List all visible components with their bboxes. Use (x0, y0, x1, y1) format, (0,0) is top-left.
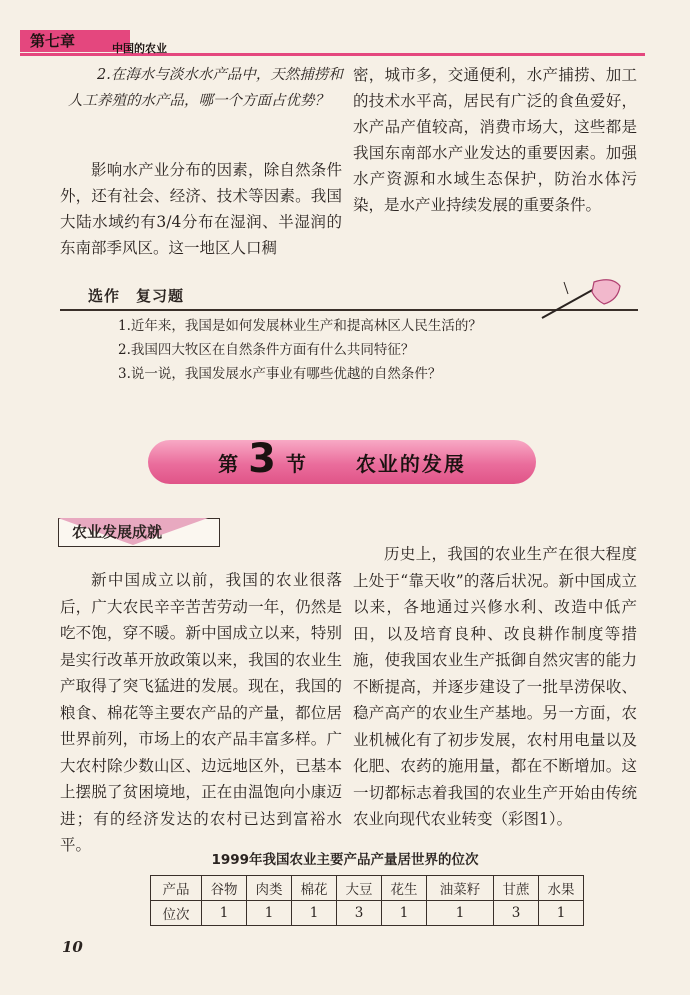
table-cell: 水果 (539, 876, 584, 901)
table-cell: 1 (292, 901, 337, 926)
table-cell: 花生 (382, 876, 427, 901)
top-right-column (353, 62, 637, 218)
table-cell: 3 (337, 901, 382, 926)
bottom-left-column (60, 567, 342, 859)
review-item: 3.说一说，我国发展水产事业有哪些优越的自然条件？ (118, 366, 442, 382)
table-row (151, 876, 584, 901)
table-cell: 大豆 (337, 876, 382, 901)
bottom-left-paragraph: 新中国成立以前，我国的农业很落后，广大农民辛辛苦苦劳动一年，仍然是吃不饱，穿不暖。新中国成立以来，特别是实行改革开放政策以来，我国的农业生产取得了突飞猛进的发展。现在，我国的粮食、棉花等主要农产品的产量，都位居世界前列，市场上的农产品丰富多样。广大农村除少数山区、边远地区外，已基本上摆脱了贫困境地，正在由温饱向小康迈进；有的经济发达的农村已达到富裕水平。 (60, 571, 342, 854)
table-cell: 棉花 (292, 876, 337, 901)
section-banner-text (148, 436, 536, 484)
review-item: 2.我国四大牧区在自然条件方面有什么共同特征？ (118, 342, 415, 358)
bottom-right-paragraph: 历史上，我国的农业生产在很大程度上处于“靠天收”的落后状况。新中国成立以来，各地通过兴修水利、改造中低产田，以及培育良种、改良耕作制度等措施，使我国农业生产抵御自然灾害的能力不断提高，并逐步建设了一批旱涝保收、稳产高产的农业生产基地。另一方面，农业机械化有了初步发展，农村用电量以及化肥、农药的施用量，都在不断增加。这一切都标志着我国的农业生产开始由传统农业向现代农业转变（彩图1）。 (353, 545, 637, 828)
table-cell: 甘蔗 (494, 876, 539, 901)
table-row (151, 901, 584, 926)
review-item: 1.近年来，我国是如何发展林业生产和提高林区人民生活的？ (118, 318, 482, 334)
table-cell: 肉类 (247, 876, 292, 901)
top-left-column (60, 157, 342, 261)
chapter-label: 第七章 (30, 32, 76, 50)
discussion-question: 2.在海水与淡水水产品中，天然捕捞和人工养殖的水产品，哪一个方面占优势？ (68, 67, 343, 109)
table-cell: 谷物 (202, 876, 247, 901)
section-title: 农业的发展 (355, 451, 466, 476)
banner-jie: 节 (285, 451, 306, 476)
ranking-table (150, 875, 584, 926)
table-cell: 1 (427, 901, 494, 926)
review-title: 选作 复习题 (88, 287, 185, 305)
table-cell: 1 (202, 901, 247, 926)
review-questions (118, 314, 482, 386)
bottom-right-column (353, 541, 637, 833)
table-header-cell: 位次 (151, 901, 202, 926)
top-left-paragraph: 影响水产业分布的因素，除自然条件外，还有社会、经济、技术等因素。我国大陆水域约有3/4分布在湿润、半湿润的东南部季风区。这一地区人口稠 (60, 161, 342, 257)
table-cell: 1 (247, 901, 292, 926)
subheading: 农业发展成就 (72, 523, 163, 541)
page-number: 10 (62, 938, 83, 956)
table-title: 1999年我国农业主要产品产量居世界的位次 (211, 852, 479, 868)
pen-icon (534, 274, 624, 324)
table-cell: 1 (539, 901, 584, 926)
section-number: 3 (248, 436, 276, 482)
top-right-paragraph: 密，城市多，交通便利，水产捕捞、加工的技术水平高，居民有广泛的食鱼爱好，水产品产值较高，消费市场大，这些都是我国东南部水产业发达的重要因素。加强水产资源和水域生态保护，防治水体污染，是水产业持续发展的重要条件。 (353, 66, 637, 214)
table-cell: 油菜籽 (427, 876, 494, 901)
section-label: 中国的农业 (112, 42, 167, 55)
table-cell: 1 (382, 901, 427, 926)
table-header-cell: 产品 (151, 876, 202, 901)
table-cell: 3 (494, 901, 539, 926)
banner-di: 第 (218, 451, 239, 476)
